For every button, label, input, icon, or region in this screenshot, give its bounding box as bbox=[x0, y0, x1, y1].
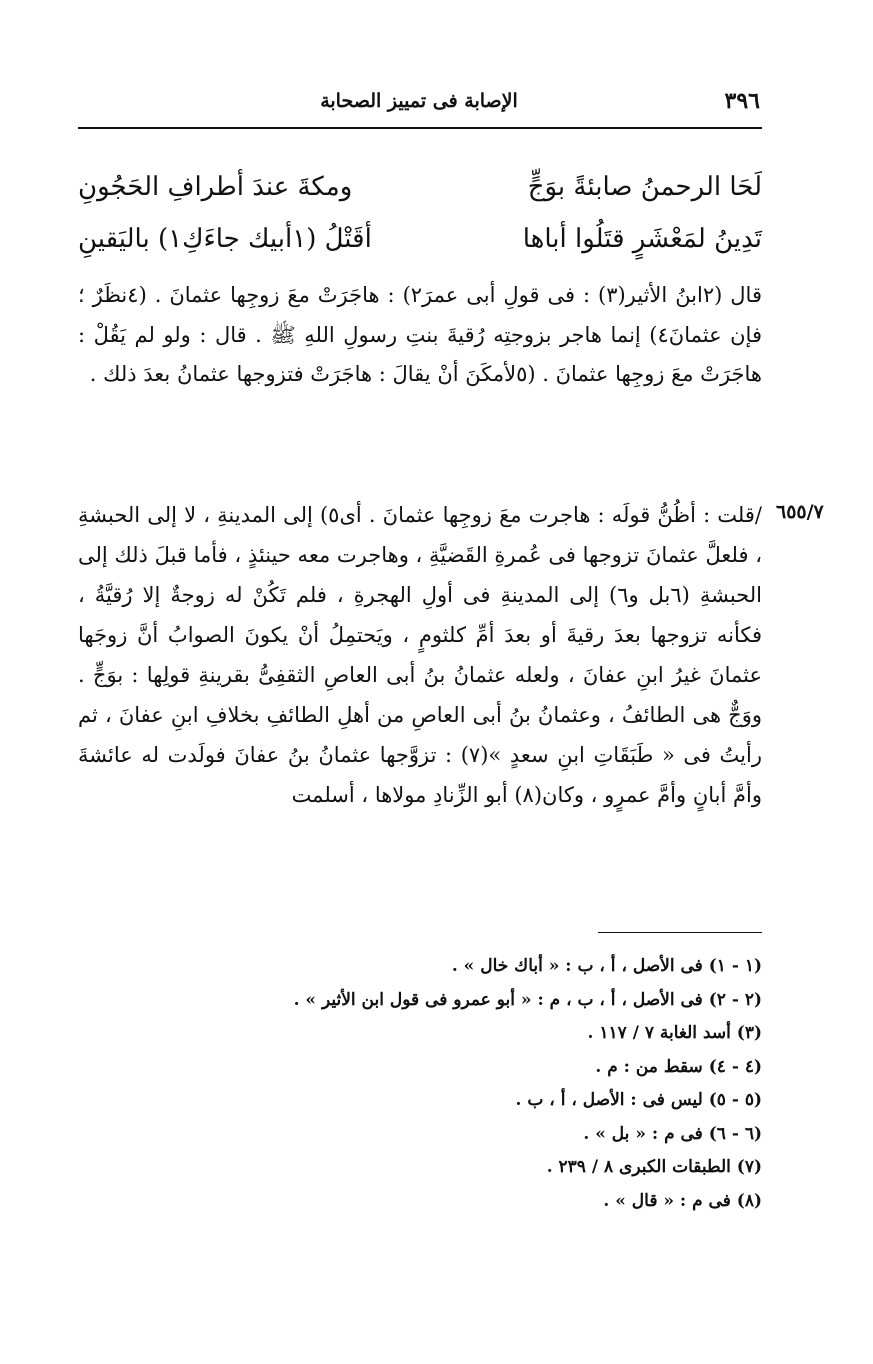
verse-first-hemistich: لَحَا الرحمنُ صابئةً بوَجٍّ bbox=[527, 172, 762, 202]
footnote-rule bbox=[598, 932, 762, 933]
poem-verse bbox=[78, 216, 762, 262]
verse-first-hemistich: تَدِينُ لمَعْشَرٍ قتَلُوا أباها bbox=[522, 224, 762, 254]
body-paragraph: /قلت : أظُنُّ قولَه : هاجرت معَ زوجِها عثمانَ . أى٥) إلى المدينةِ ، لا إلى الحبشةِ ، فلعلَّ عثمانَ تزوجها فى عُمرةِ القَضيَّةِ ، وهاجرت معه حينئذٍ ، فأما قبلَ ذلك إلى الحبشةِ (٦بل و٦) إلى المدينةِ فى أولِ الهجرةِ ، فلم تَكُنْ له زوجةٌ إلا رُقيَّةُ ، فكأنه تزوجها بعدَ رقيةَ أو بعدَ أمِّ كلثومٍ ، ويَحتمِلُ أنْ يكونَ الصوابُ أنَّ زوجَها عثمانَ غيرُ ابنِ عفانَ ، ولعله عثمانُ بنُ أبى العاصِ الثقفِىُّ بقرينةِ قولِها : بوَجٍّ . ووَجٌّ هى الطائفُ ، وعثمانُ بنُ أبى العاصِ من أهلِ الطائفِ بخلافِ ابنِ عفانَ ، ثم رأيتُ فى « طَبَقَاتِ ابنِ سعدٍ »(٧) : تزوَّجها عثمانُ بنُ عفانَ فولَدت له عائشةَ وأمَّ أبانٍ وأمَّ عمرٍو ، وكان(٨) أبو الزِّنادِ مولاها ، أسلمت bbox=[78, 503, 762, 807]
poem-verse bbox=[78, 164, 762, 210]
footnote: (٨) فى م : « قال » . bbox=[603, 1190, 762, 1211]
footnote: (١ - ١) فى الأصل ، أ ، ب : « أباك خال » . bbox=[451, 956, 762, 976]
verse-second-hemistich: أقَتْلُ (١أبيك جاءَكِ١) باليَقينِ bbox=[78, 224, 372, 254]
footnote: (٦ - ٦) فى م : « بل » . bbox=[583, 1123, 762, 1144]
footnotes-list bbox=[78, 950, 762, 1218]
footnote: (٥ - ٥) ليس فى : الأصل ، أ ، ب . bbox=[515, 1090, 762, 1110]
margin-volume-page-ref: ٦٥٥/٧ bbox=[776, 501, 824, 523]
page-number: ٣٩٦ bbox=[724, 88, 760, 114]
footnote: (٣) أسد الغابة ٧ / ١١٧ . bbox=[587, 1023, 762, 1043]
running-title: الإصابة فى تمييز الصحابة bbox=[320, 90, 518, 112]
footnote: (٧) الطبقات الكبرى ٨ / ٢٣٩ . bbox=[546, 1157, 762, 1177]
page-header bbox=[78, 88, 760, 122]
footnote: (٤ - ٤) سقط من : م . bbox=[595, 1056, 762, 1077]
verse-second-hemistich: ومكةَ عندَ أطرافِ الحَجُونِ bbox=[78, 172, 353, 202]
header-rule bbox=[78, 127, 762, 129]
body-paragraph: قال (٢ابنُ الأثير(٣) : فى قولِ أبى عمرَ٢) : هاجَرَتْ معَ زوجِها عثمانَ . (٤نظَرٌ ؛ فإن عثمانَ٤) إنما هاجر بزوجتِه رُقيةَ بنتِ رسولِ اللهِ ﷺ . قال : ولو لم يَقُلْ : هاجَرَتْ معَ زوجِها عثمانَ . (٥لأمكَنَ أنْ يقالَ : هاجَرَتْ فتزوجها عثمانُ بعدَ ذلك . bbox=[78, 283, 762, 386]
footnote: (٢ - ٢) فى الأصل ، أ ، ب ، م : « أبو عمرو فى قول ابن الأثير » . bbox=[293, 989, 762, 1010]
